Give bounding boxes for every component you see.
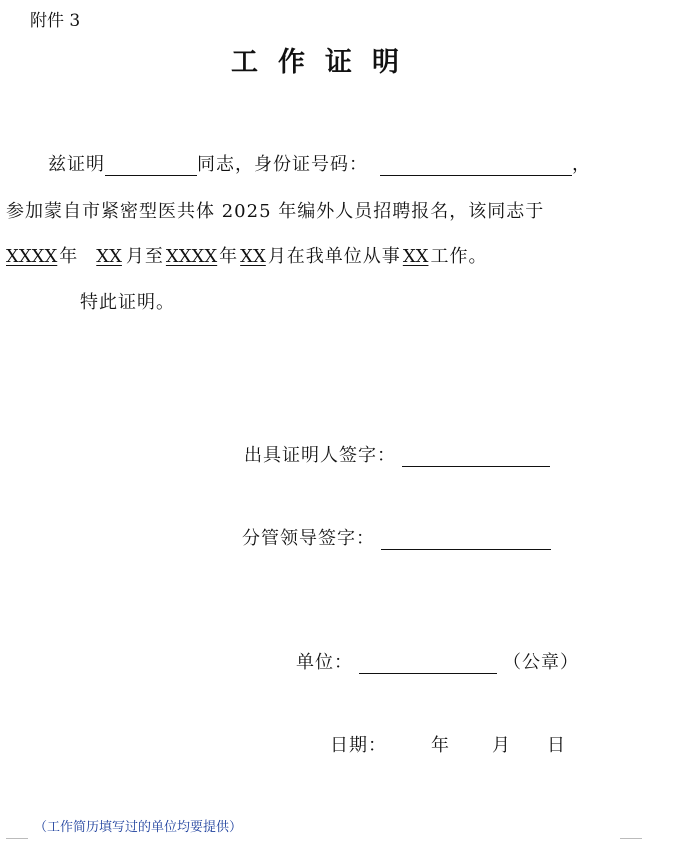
issuer-signature-blank[interactable] xyxy=(402,446,550,467)
year-word-2: 年 xyxy=(219,246,239,267)
closing-text: 特此证明。 xyxy=(80,292,175,313)
issuer-label: 出具证明人签字： xyxy=(244,445,396,466)
body-line-2: 参加蒙自市紧密型医共体 2025 年编外人员招聘报名，该同志于 xyxy=(6,201,545,222)
year-word: 年 xyxy=(59,246,79,267)
seal-label: （公章） xyxy=(503,652,579,673)
unit-blank[interactable] xyxy=(359,653,497,674)
work-suffix: 工作。 xyxy=(430,246,488,267)
page-corner-mark-left xyxy=(6,838,28,845)
date-row xyxy=(330,731,566,757)
leader-signature-row xyxy=(242,524,551,550)
id-label: 同志，身份证号码： xyxy=(197,154,368,175)
document-title: 工作证明 xyxy=(231,47,419,78)
date-day: 日 xyxy=(547,735,566,756)
date-month: 月 xyxy=(492,735,511,756)
certify-prefix: 兹证明 xyxy=(48,154,105,175)
work-type: XX xyxy=(402,246,429,267)
date-year: 年 xyxy=(431,735,450,756)
body-line-1 xyxy=(48,150,591,176)
date-label: 日期： xyxy=(330,735,387,756)
attachment-label: 附件 3 xyxy=(30,11,81,31)
footnote: （工作简历填写过的单位均要提供） xyxy=(34,820,243,835)
end-month: XX xyxy=(240,246,266,267)
unit-label: 单位： xyxy=(296,652,353,673)
start-month: XX xyxy=(96,246,122,267)
body-line-3 xyxy=(6,242,487,268)
issuer-signature-row xyxy=(244,441,550,467)
name-blank[interactable] xyxy=(105,155,197,176)
work-prefix: 月在我单位从事 xyxy=(267,246,401,267)
end-year: XXXX xyxy=(165,246,218,267)
to-word: 月至 xyxy=(125,246,164,267)
start-year: XXXX xyxy=(6,246,58,267)
leader-label: 分管领导签字： xyxy=(242,528,375,549)
leader-signature-blank[interactable] xyxy=(381,529,551,550)
id-number-blank[interactable] xyxy=(380,155,572,176)
comma: ， xyxy=(572,154,591,175)
unit-row xyxy=(296,648,579,674)
page-corner-mark-right xyxy=(620,838,642,845)
